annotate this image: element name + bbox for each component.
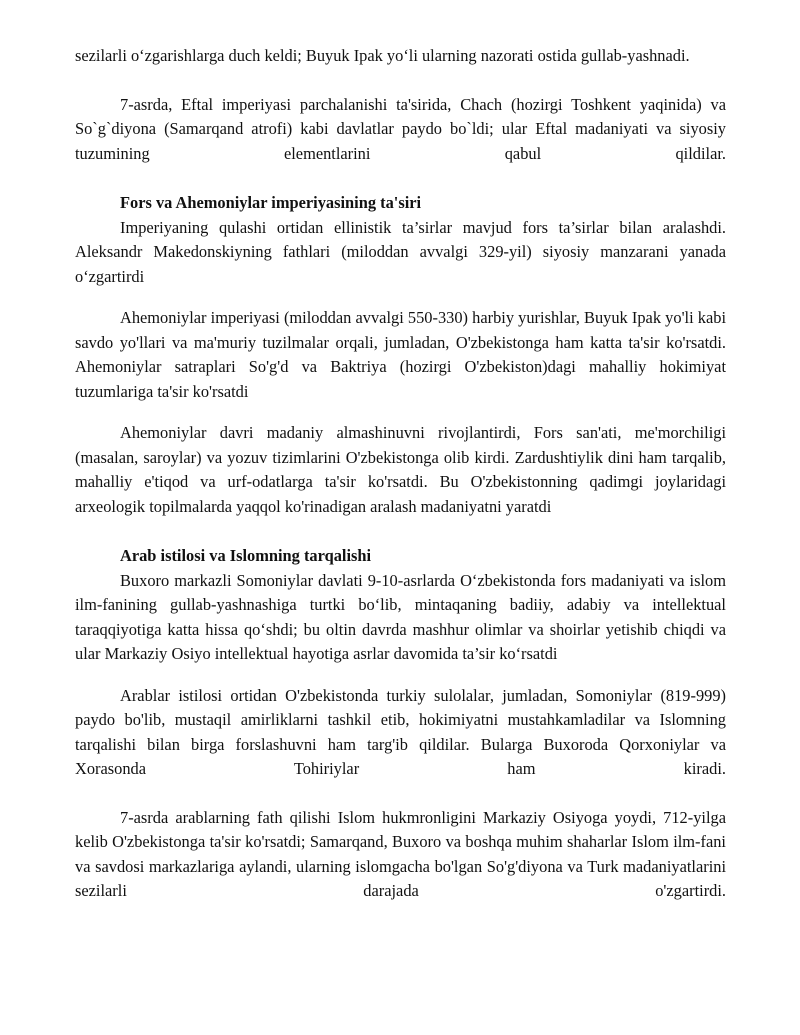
section-heading-persian: Fors va Ahemoniylar imperiyasining ta'siri [120, 193, 422, 212]
paragraph-samanids: Buxoro markazli Somoniylar davlati 9-10-asrlarda O‘zbekistonda fors madaniyati va islom ilm-fanining gullab-yashnashiga turtki bo‘lib, mintaqaning badiiy, adabiy va intellektual taraqqiyotiga katta hissa qo‘shdi; bu oltin davrda mashhur olimlar va shoirlar yetishib chiqdi va ular Markaziy Osiyo intellektual hayotiga asrlar davomida ta’sir ko‘rsatdi [75, 570, 726, 663]
document-page [75, 44, 726, 904]
paragraph-arab-conquest: 7-asrda arablarning fath qilishi Islom hukmronligini Markaziy Osiyoga yoydi, 712-yilga kelib O'zbekistonga ta'sir ko'rsatdi; Samarqand, Buxoro va boshqa muhim shaharlar Islom ilm-fani va savdosi markazlariga aylandi, ularning islomgacha bo'lgan So'g'diyona va Turk madaniyatlarini sezilarli darajada o'zgartirdi. [75, 807, 726, 900]
paragraph-continuation: sezilarli o‘zgarishlarga duch keldi; Buyuk Ipak yo‘li ularning nazorati ostida gullab-yashnadi. [75, 46, 690, 65]
paragraph-hellenistic: Imperiyaning qulashi ortidan ellinistik ta’sirlar mavjud fors ta’sirlar bilan aralashdi. Aleksandr Makedonskiyning fathlari (miloddan avvalgi 329-yil) siyosiy manzarani yanada o‘zgartirdi [75, 217, 726, 286]
paragraph-cultural-exchange: Ahemoniylar davri madaniy almashinuvni rivojlantirdi, Fors san'ati, me'morchiligi (masalan, saroylar) va yozuv tizimlarini O'zbekistonga olib kirdi. Zardushtiylik dini ham tarqalib, mahalliy e'tiqod va urf-odatlarga ta'sir ko'rsatdi. Bu O'zbekistonning qadimgi joylaridagi arxeologik topilmalarda yaqqol ko'rinadigan aralash madaniyatni yaratdi [75, 423, 726, 516]
paragraph-turkic-dynasties: Arablar istilosi ortidan O'zbekistonda turkiy sulolalar, jumladan, Somoniylar (819-999) paydo bo'lib, mustaqil amirliklarni tashkil etib, hokimiyatni mustahkamladilar va Islomning tarqalishi bilan birga forslashuvni ham targ'ib qildilar. Bularga Buxoroda Qorxoniylar va Xorasonda Tohiriylar ham kiradi. [75, 685, 726, 778]
section-heading-arab: Arab istilosi va Islomning tarqalishi [120, 546, 372, 565]
paragraph-eftal: 7-asrda, Eftal imperiyasi parchalanishi ta'sirida, Chach (hozirgi Toshkent yaqinida) va So`g`diyona (Samarqand atrofi) kabi davlatlar paydo bo`ldi; ular Eftal madaniyati va siyosiy tuzumining elementlarini qabul qildilar. [75, 94, 726, 163]
paragraph-achaemenid-empire: Ahemoniylar imperiyasi (miloddan avvalgi 550-330) harbiy yurishlar, Buyuk Ipak yo'li kabi savdo yo'llari va ma'muriy tuzilmalar orqali, jumladan, O'zbekistonga ham katta ta'sir ko'rsatdi. Ahemoniylar satraplari So'g'd va Baktriya (hozirgi O'zbekiston)dagi mahalliy hokimiyat tuzumlariga ta'sir ko'rsatdi [75, 308, 726, 401]
